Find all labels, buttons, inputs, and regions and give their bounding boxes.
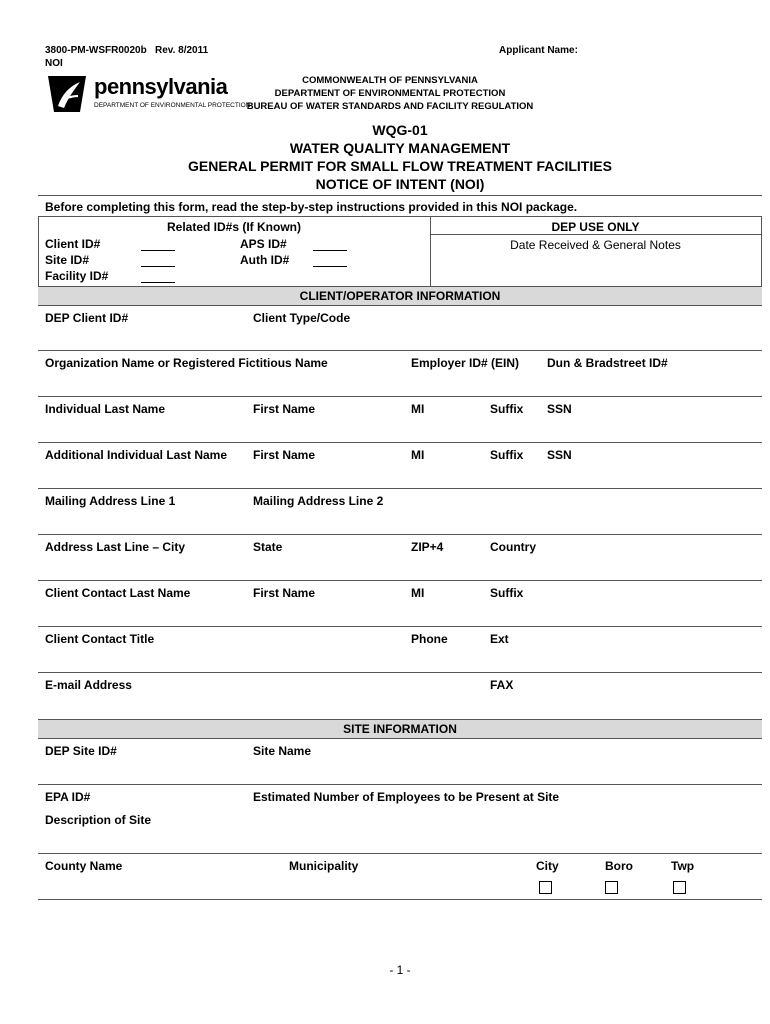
auth-id-label: Auth ID#: [240, 253, 290, 267]
first-name-label: First Name: [253, 402, 316, 416]
agency-line-3: BUREAU OF WATER STANDARDS AND FACILITY REGULATION: [246, 101, 534, 112]
city-label: City: [536, 859, 559, 873]
site-section-heading: SITE INFORMATION: [38, 719, 762, 739]
agency-line-2: DEPARTMENT OF ENVIRONMENTAL PROTECTION: [274, 88, 506, 99]
client-section-heading: CLIENT/OPERATOR INFORMATION: [38, 286, 762, 306]
contact-title-label: Client Contact Title: [45, 632, 155, 646]
ext-label: Ext: [490, 632, 509, 646]
suffix-label: Suffix: [490, 402, 524, 416]
employees-label: Estimated Number of Employees to be Present at Site: [253, 790, 560, 804]
site-id-blank[interactable]: [141, 266, 175, 267]
client-id-label: Client ID#: [45, 237, 101, 251]
mailing-address-2-label: Mailing Address Line 2: [253, 494, 384, 508]
site-name-label: Site Name: [253, 744, 312, 758]
title-program: WATER QUALITY MANAGEMENT: [289, 140, 511, 156]
page-number: - 1 -: [389, 963, 411, 977]
form-number: 3800-PM-WSFR0020b: [45, 45, 147, 56]
additional-ssn-label: SSN: [547, 448, 572, 462]
twp-label: Twp: [671, 859, 695, 873]
individual-last-name-label: Individual Last Name: [45, 402, 166, 416]
logo-wordmark: pennsylvania: [94, 74, 228, 99]
client-type-label: Client Type/Code: [253, 311, 351, 325]
country-label: Country: [490, 540, 536, 554]
logo-subtitle: DEPARTMENT OF ENVIRONMENTAL PROTECTION: [94, 102, 251, 109]
contact-first-name-label: First Name: [253, 586, 316, 600]
aps-id-label: APS ID#: [240, 237, 287, 251]
contact-mi-label: MI: [411, 586, 425, 600]
dep-client-id-label: DEP Client ID#: [45, 311, 129, 325]
state-label: State: [253, 540, 283, 554]
facility-id-blank[interactable]: [141, 282, 175, 283]
title-notice: NOTICE OF INTENT (NOI): [315, 176, 485, 192]
contact-suffix-label: Suffix: [490, 586, 524, 600]
duns-label: Dun & Bradstreet ID#: [547, 356, 668, 370]
title-permit: GENERAL PERMIT FOR SMALL FLOW TREATMENT FACILITIES: [188, 158, 612, 174]
additional-suffix-label: Suffix: [490, 448, 524, 462]
org-name-label: Organization Name or Registered Fictitious Name: [45, 356, 328, 370]
facility-id-label: Facility ID#: [45, 269, 109, 283]
additional-first-name-label: First Name: [253, 448, 316, 462]
dep-use-note: Date Received & General Notes: [510, 238, 681, 252]
mailing-address-1-label: Mailing Address Line 1: [45, 494, 176, 508]
agency-line-1: COMMONWEALTH OF PENNSYLVANIA: [302, 75, 478, 86]
city-checkbox[interactable]: [539, 881, 552, 894]
email-label: E-mail Address: [45, 678, 132, 692]
fax-label: FAX: [490, 678, 514, 692]
client-id-blank[interactable]: [141, 250, 175, 251]
form-code: NOI: [45, 58, 63, 69]
epa-id-label: EPA ID#: [45, 790, 91, 804]
boro-checkbox[interactable]: [605, 881, 618, 894]
instructions-text: Before completing this form, read the step-by-step instructions provided in this NOI package.: [45, 200, 578, 214]
additional-individual-last-name-label: Additional Individual Last Name: [45, 448, 228, 462]
title-form-id: WQG-01: [372, 122, 428, 138]
site-description-label: Description of Site: [45, 813, 152, 827]
dep-site-id-label: DEP Site ID#: [45, 744, 117, 758]
municipality-label: Municipality: [289, 859, 359, 873]
keystone-icon: [44, 72, 90, 116]
ssn-label: SSN: [547, 402, 572, 416]
address-city-label: Address Last Line – City: [45, 540, 186, 554]
twp-checkbox[interactable]: [673, 881, 686, 894]
additional-mi-label: MI: [411, 448, 425, 462]
county-name-label: County Name: [45, 859, 123, 873]
zip-label: ZIP+4: [411, 540, 444, 554]
applicant-name-label: Applicant Name:: [499, 45, 578, 56]
pa-dep-logo: [44, 72, 251, 116]
dep-use-heading: DEP USE ONLY: [551, 220, 640, 234]
related-ids-heading: Related ID#s (If Known): [166, 220, 301, 234]
boro-label: Boro: [605, 859, 633, 873]
site-id-label: Site ID#: [45, 253, 90, 267]
mi-label: MI: [411, 402, 425, 416]
contact-last-name-label: Client Contact Last Name: [45, 586, 191, 600]
form-revision: Rev. 8/2011: [155, 45, 209, 56]
auth-id-blank[interactable]: [313, 266, 347, 267]
ein-label: Employer ID# (EIN): [411, 356, 520, 370]
aps-id-blank[interactable]: [313, 250, 347, 251]
phone-label: Phone: [411, 632, 448, 646]
